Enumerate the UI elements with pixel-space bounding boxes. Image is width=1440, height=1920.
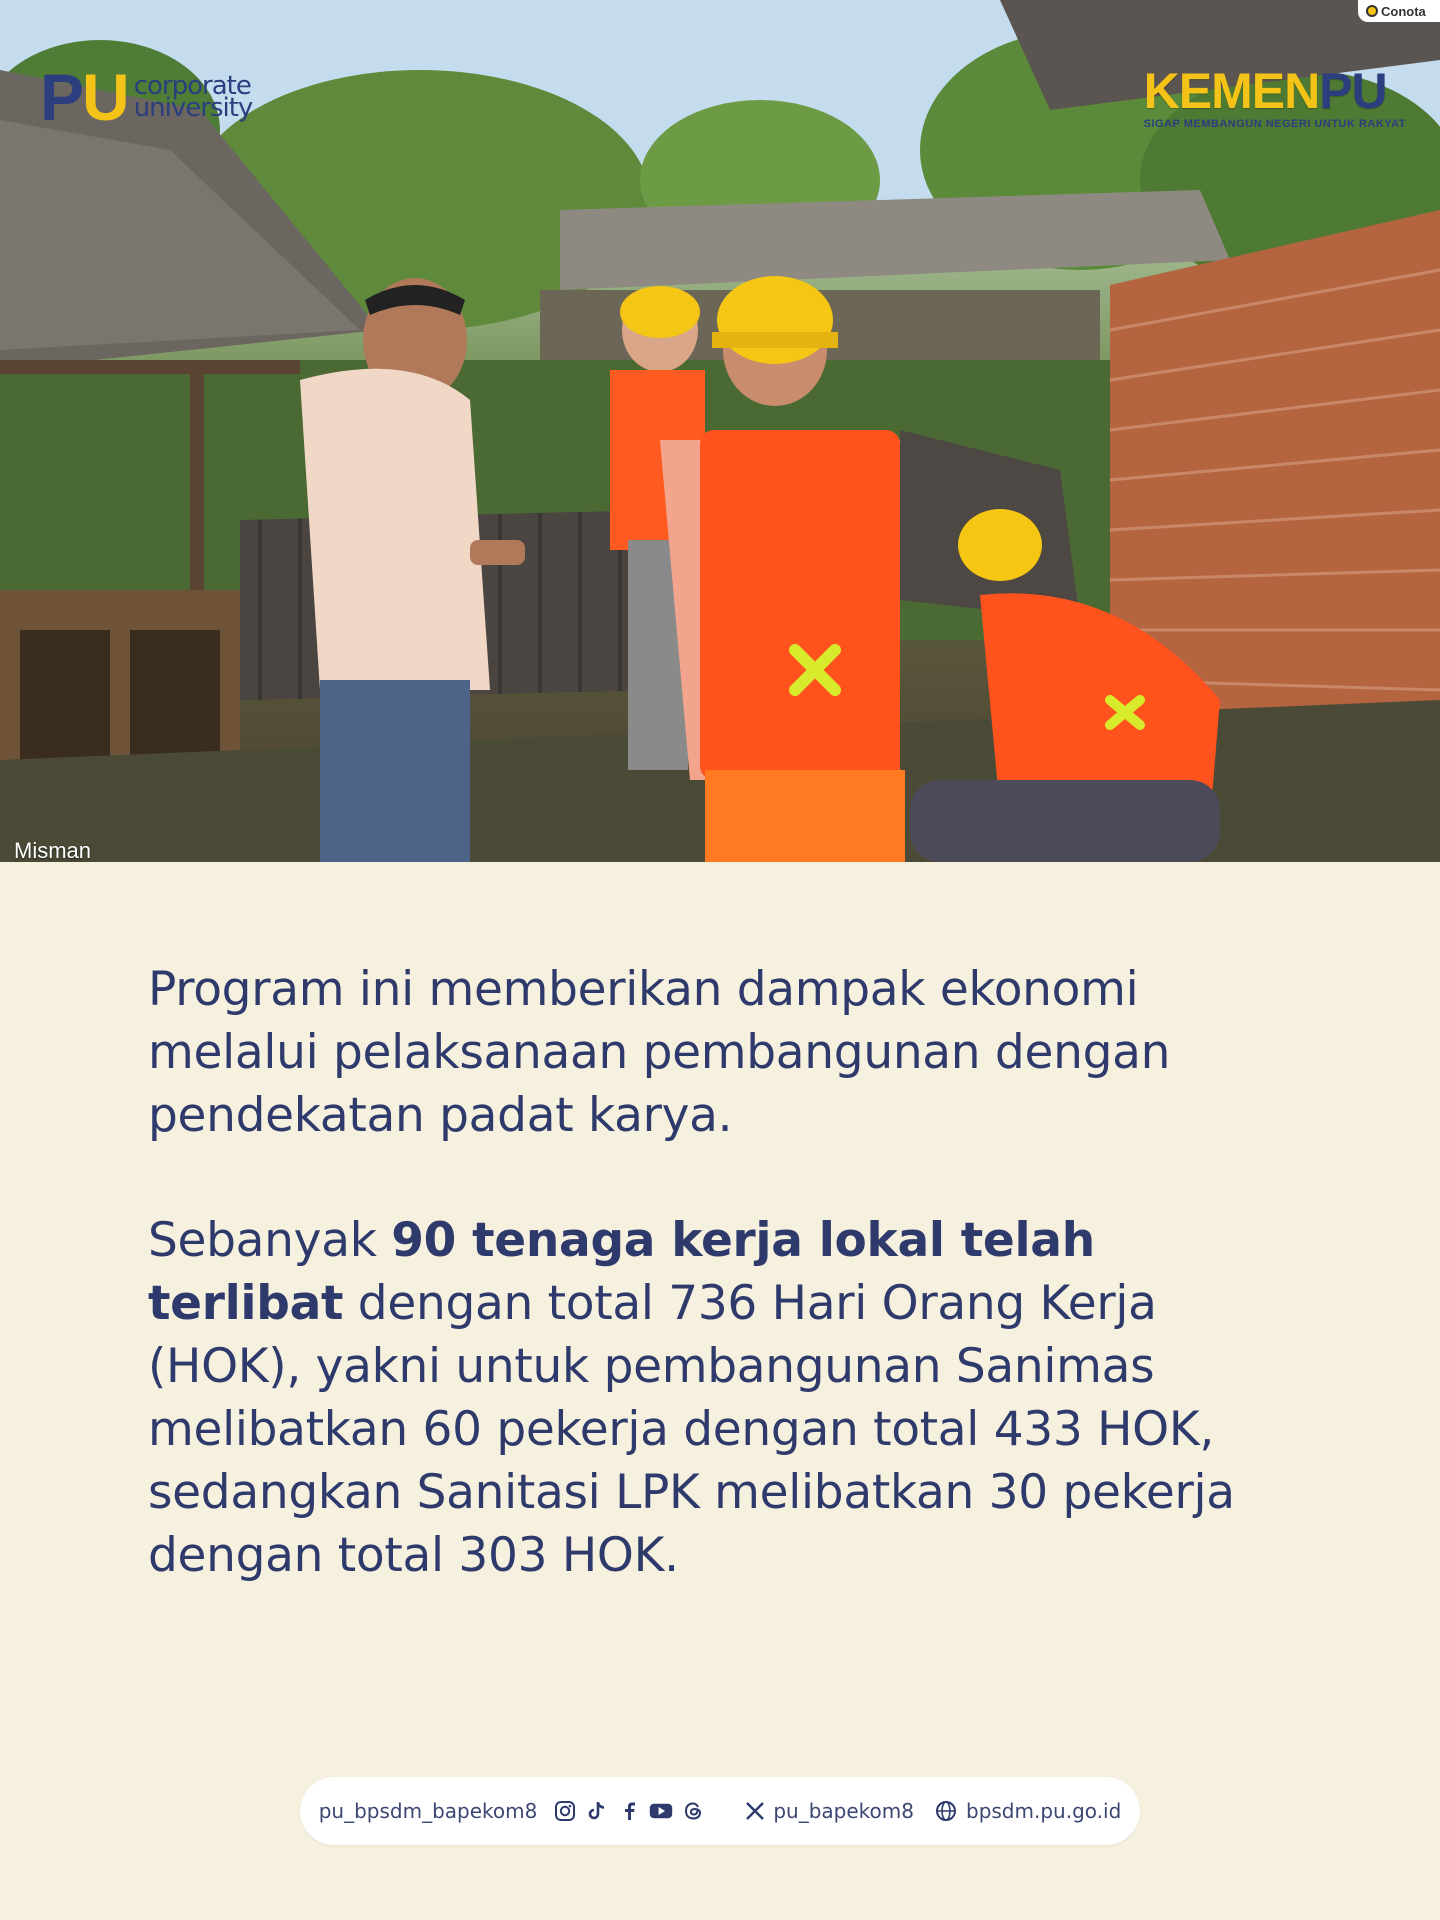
instagram-icon[interactable]: [553, 1799, 577, 1823]
kemenpu-tagline: SIGAP MEMBANGUN NEGERI UNTUK RAKYAT: [1143, 118, 1406, 130]
paragraph-2-highlight: 90 tenaga kerja lokal telah terlibat: [148, 1213, 1095, 1331]
pu-mark: [40, 60, 128, 134]
x-icon[interactable]: [743, 1799, 767, 1823]
kemenpu-wordmark-kemen: KEMEN: [1143, 63, 1320, 119]
pu-mark-p: P: [40, 60, 83, 134]
pu-corporate-university-logo: [40, 62, 252, 132]
x-handle[interactable]: pu_bapekom8: [773, 1799, 914, 1823]
conota-badge: [1358, 0, 1440, 22]
social-icon-group: [553, 1799, 705, 1823]
paragraph-1: Program ini memberikan dampak ekonomi melalui pelaksanaan pembangunan dengan pendekatan padat karya.: [148, 962, 1171, 1143]
instagram-handle[interactable]: pu_bpsdm_bapekom8: [318, 1799, 538, 1823]
pu-logo-line2: university: [133, 93, 253, 123]
paragraph-2-rest: dengan total 736 Hari Orang Kerja (HOK), yakni untuk pembangunan Sanimas melibatkan 60 pekerja dengan total 433 HOK, sedangkan Sanitasi LPK melibatkan 30 pekerja dengan total 303 HOK.: [148, 1276, 1235, 1583]
pu-logo-line1: corporate: [133, 71, 251, 101]
paragraph-2-prefix: Sebanyak: [148, 1213, 392, 1268]
conota-logo-icon: [1366, 5, 1378, 17]
kemenpu-wordmark: [1143, 63, 1406, 119]
globe-icon: [934, 1799, 958, 1823]
pu-logo-text: [133, 71, 253, 123]
facebook-icon[interactable]: [617, 1799, 641, 1823]
website-link[interactable]: bpsdm.pu.go.id: [966, 1799, 1122, 1823]
article-body: [148, 958, 1298, 1587]
hero-photo: [0, 0, 1440, 862]
youtube-icon[interactable]: [649, 1799, 673, 1823]
participant-name-caption: Misman: [14, 838, 92, 862]
pu-mark-u: U: [82, 60, 128, 134]
paragraph-2: [148, 1209, 1298, 1587]
tiktok-icon[interactable]: [585, 1799, 609, 1823]
conota-badge-label: Conota: [1381, 3, 1426, 19]
kemenpu-logo: [1143, 63, 1406, 130]
social-footer: [300, 1777, 1140, 1845]
threads-icon[interactable]: [681, 1799, 705, 1823]
kemenpu-wordmark-pu: PU: [1319, 63, 1387, 119]
